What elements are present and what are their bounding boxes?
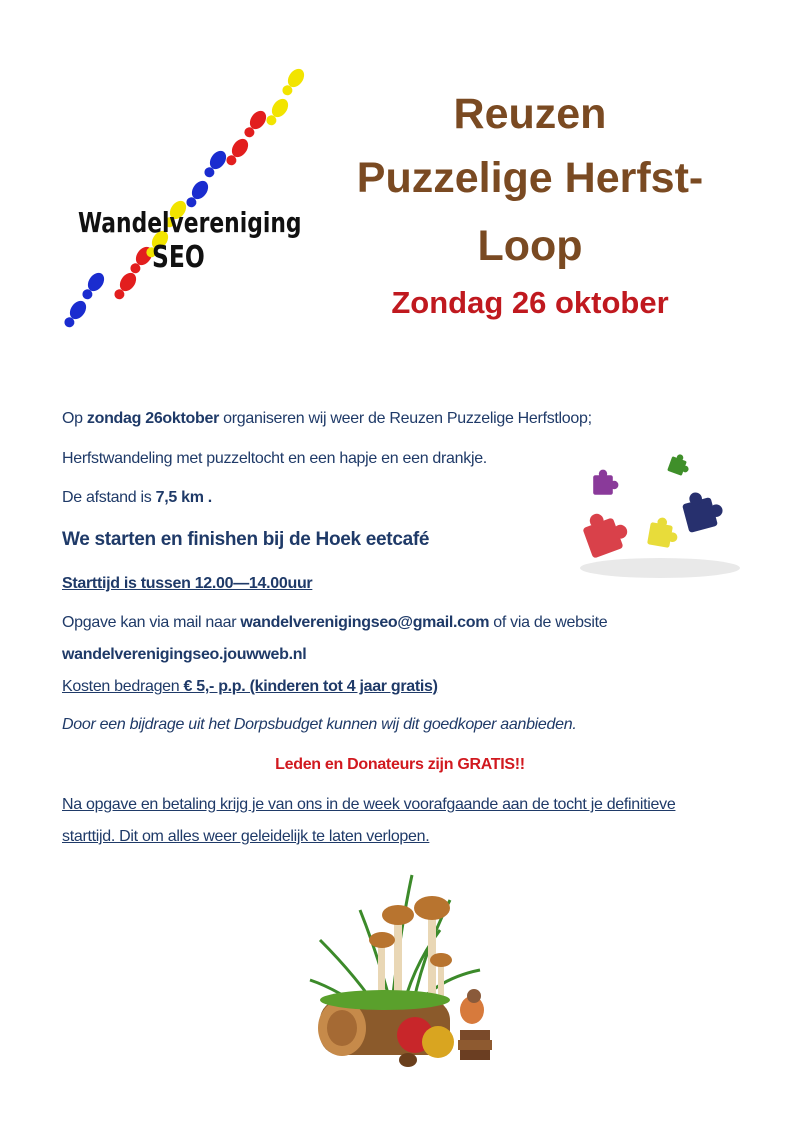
autumn-illustration bbox=[300, 870, 500, 1080]
event-date: Zondag 26 oktober bbox=[391, 285, 669, 320]
title-line-1: Reuzen bbox=[453, 90, 607, 138]
registration-line: Opgave kan via mail naar wandelverenigingseo@gmail.com of via de website bbox=[62, 614, 608, 631]
logo-abbrev: SEO bbox=[152, 240, 205, 275]
members-free-note: Leden en Donateurs zijn GRATIS!! bbox=[275, 756, 525, 773]
intro-line: Op zondag 26oktober organiseren wij weer de Reuzen Puzzelige Herfstloop; bbox=[62, 410, 592, 427]
website-link[interactable]: wandelverenigingseo.jouwweb.nl bbox=[62, 646, 307, 663]
cost-line: Kosten bedragen € 5,- p.p. (kinderen tot 4 jaar gratis) bbox=[62, 678, 438, 695]
title-line-2: Puzzelige Herfst- bbox=[356, 154, 704, 202]
closing-line-1: Na opgave en betaling krijg je van ons in de week voorafgaande aan de tocht je definitieve bbox=[62, 796, 676, 813]
budget-note: Door een bijdrage uit het Dorpsbudget kunnen wij dit goedkoper aanbieden. bbox=[62, 716, 577, 733]
footprints-icon bbox=[60, 60, 320, 340]
title-line-3: Loop bbox=[477, 222, 583, 270]
start-time: Starttijd is tussen 12.00—14.00uur bbox=[62, 575, 313, 592]
club-logo bbox=[60, 60, 320, 340]
distance-line: De afstand is 7,5 km . bbox=[62, 489, 212, 506]
start-location: We starten en finishen bij de Hoek eetcafé bbox=[62, 529, 430, 550]
email-link[interactable]: wandelverenigingseo@gmail.com bbox=[240, 614, 490, 631]
closing-line-2: starttijd. Dit om alles weer geleidelijk te laten verlopen. bbox=[62, 828, 430, 845]
description-line: Herfstwandeling met puzzeltocht en een hapje en een drankje. bbox=[62, 450, 487, 467]
logo-name: Wandelvereniging bbox=[78, 206, 302, 239]
puzzle-pieces-image bbox=[565, 450, 745, 585]
